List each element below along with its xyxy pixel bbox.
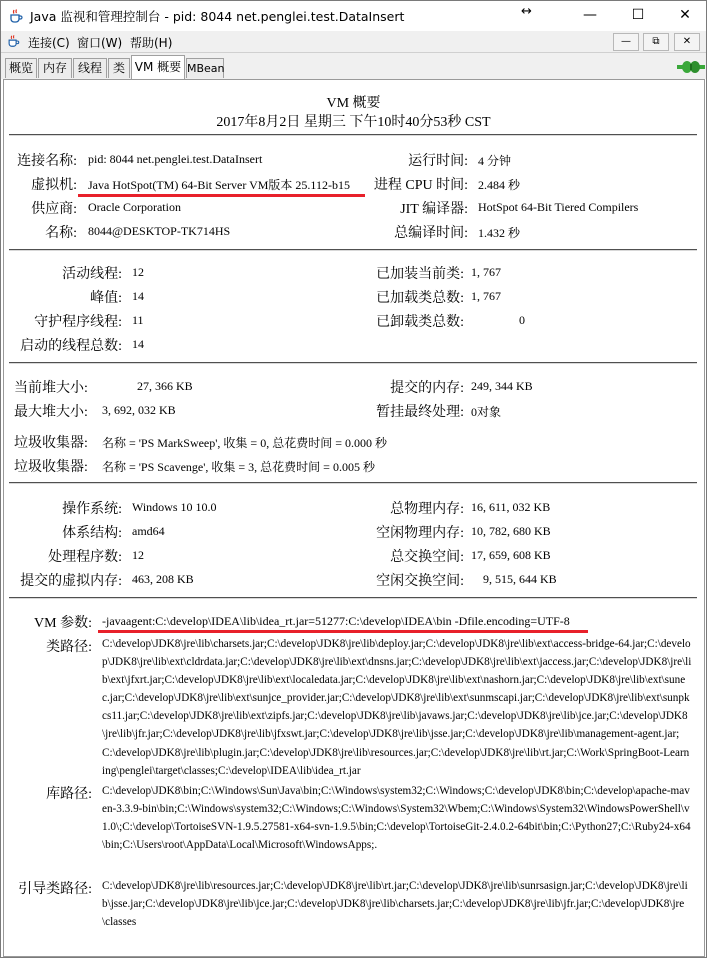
gc-label: 垃圾收集器: [14, 460, 88, 475]
free-swap-value: 9, 515, 644 KB [483, 572, 557, 586]
menu-window[interactable]: 窗口(W) [77, 36, 123, 50]
loaded-classes-value: 1, 767 [471, 265, 501, 279]
total-loaded-label: 已加载类总数: [376, 291, 464, 306]
divider [9, 597, 697, 599]
total-swap-value: 17, 659, 608 KB [471, 548, 551, 562]
menu-connection[interactable]: 连接(C) [28, 36, 70, 50]
pending-finalization-label: 暂挂最终处理: [376, 405, 464, 420]
max-heap-value: 3, 692, 032 KB [102, 403, 176, 417]
live-threads-value: 12 [132, 265, 144, 279]
gc-scavenge-value: 名称 = 'PS Scavenge', 收集 = 3, 总花费时间 = 0.005 秒 [102, 460, 375, 474]
menu-bar [1, 31, 706, 53]
close-button[interactable]: ✕ [679, 7, 691, 23]
total-physical-label: 总物理内存: [390, 502, 464, 517]
daemon-threads-label: 守护程序线程: [34, 315, 122, 330]
free-swap-label: 空闲交换空间: [376, 574, 464, 589]
started-threads-label: 启动的线程总数: [20, 339, 122, 354]
total-physical-value: 16, 611, 032 KB [471, 500, 551, 514]
os-label: 操作系统: [62, 502, 122, 517]
daemon-threads-value: 11 [132, 313, 144, 327]
java-coffee-icon [6, 34, 21, 48]
mdi-close-button[interactable]: ✕ [674, 33, 700, 51]
connection-status-icon [677, 60, 705, 74]
free-physical-value: 10, 782, 680 KB [471, 524, 551, 538]
minimize-button[interactable]: — [583, 7, 597, 23]
mdi-minimize-button[interactable]: — [613, 33, 639, 51]
maximize-button[interactable]: ☐ [631, 7, 645, 23]
total-loaded-value: 1, 767 [471, 289, 501, 303]
processors-label: 处理程序数: [48, 550, 122, 565]
vendor-label: 供应商: [31, 202, 77, 217]
vm-highlight-underline [78, 194, 365, 197]
vendor-value: Oracle Corporation [88, 200, 181, 214]
divider [9, 249, 697, 251]
vm-args-value: -javaagent:C:\develop\IDEA\lib\idea_rt.jar=51277:C:\develop\IDEA\bin -Dfile.encoding=UTF-8 [102, 614, 570, 628]
peak-threads-label: 峰值: [90, 291, 122, 306]
total-compile-value: 1.432 秒 [478, 226, 521, 240]
live-threads-label: 活动线程: [62, 267, 122, 282]
divider [9, 134, 697, 136]
divider [9, 482, 697, 484]
architecture-value: amd64 [132, 524, 165, 538]
gc-label: 垃圾收集器: [14, 436, 88, 451]
jit-compiler-label: JIT 编译器: [400, 202, 468, 217]
classpath-label: 类路径: [46, 640, 92, 655]
unloaded-classes-label: 已卸载类总数: [376, 315, 464, 330]
started-threads-value: 14 [132, 337, 144, 351]
jit-compiler-value: HotSpot 64-Bit Tiered Compilers [478, 200, 639, 214]
library-path-value: C:\develop\JDK8\bin;C:\Windows\Sun\Java\bin;C:\Windows\system32;C:\Windows;C:\develop\JDK8\bin;C:\develop\apache-maven-3.3.9-bin\bin;C:\Windows\system32;C:\Windows;C:\Windows\System32\Wbem;C:\Windows\System32\WindowsPowerShell\v1.0\;C:\develop\TortoiseSVN-1.9.5.27581-x64-svn-1.9.5\bin;C:\develop\TortoiseGit-2.4.0.2-64bit\bin;C:\Python27;C:\Ruby24-x64\bin;C:\Users\root\AppData\Local\Microsoft\WindowsApps;. [102, 785, 691, 852]
window-title: Java 监视和管理控制台 - pid: 8044 net.penglei.test.DataInsert [30, 9, 405, 24]
tab-classes[interactable]: 类 [108, 58, 130, 78]
title-bar [1, 1, 706, 30]
tab-mbean[interactable]: MBean [186, 58, 224, 78]
unloaded-classes-value: 0 [519, 313, 525, 327]
committed-vmem-value: 463, 208 KB [132, 572, 194, 586]
total-compile-label: 总编译时间: [394, 226, 468, 241]
summary-title: VM 概要 [326, 96, 381, 111]
process-cpu-value: 2.484 秒 [478, 178, 521, 192]
current-heap-label: 当前堆大小: [14, 381, 88, 396]
free-physical-label: 空闲物理内存: [376, 526, 464, 541]
boot-classpath-value: C:\develop\JDK8\jre\lib\resources.jar;C:\develop\JDK8\jre\lib\rt.jar;C:\develop\JDK8\jre\lib\sunrsasign.jar;C:\develop\JDK8\jre\lib\jsse.jar;C:\develop\JDK8\jre\lib\jce.jar;C:\develop\JDK8\jre\lib\charsets.jar;C:\develop\JDK8\jre\lib\jfr.jar;C:\develop\JDK8\jre\classes [102, 880, 688, 929]
gc-marksweep-value: 名称 = 'PS MarkSweep', 收集 = 0, 总花费时间 = 0.000 秒 [102, 436, 387, 450]
tab-bar [1, 53, 706, 79]
processors-value: 12 [132, 548, 144, 562]
process-cpu-label: 进程 CPU 时间: [373, 178, 468, 193]
java-coffee-icon [8, 8, 24, 24]
committed-memory-value: 249, 344 KB [471, 379, 533, 393]
tab-overview[interactable]: 概览 [5, 58, 37, 78]
vm-value: Java HotSpot(TM) 64-Bit Server VM版本 25.112-b15 [88, 178, 350, 192]
total-swap-label: 总交换空间: [390, 550, 464, 565]
tab-memory[interactable]: 内存 [38, 58, 72, 78]
vm-args-highlight-underline [98, 630, 588, 633]
summary-date: 2017年8月2日 星期三 下午10时40分53秒 CST [216, 115, 491, 130]
vm-label: 虚拟机: [31, 178, 77, 193]
committed-vmem-label: 提交的虚拟内存: [20, 574, 122, 589]
uptime-value: 4 分钟 [478, 154, 512, 168]
library-path-label: 库路径: [46, 787, 92, 802]
boot-classpath-label: 引导类路径: [18, 882, 92, 897]
max-heap-label: 最大堆大小: [14, 405, 88, 420]
divider [9, 362, 697, 364]
architecture-label: 体系结构: [62, 526, 122, 541]
resize-arrows-icon: ↔ [521, 4, 532, 19]
uptime-label: 运行时间: [408, 154, 468, 169]
current-heap-value: 27, 366 KB [137, 379, 193, 393]
os-value: Windows 10 10.0 [132, 500, 217, 514]
tab-vm-summary[interactable]: VM 概要 [131, 55, 185, 79]
peak-threads-value: 14 [132, 289, 144, 303]
connection-name-label: 连接名称: [17, 154, 77, 169]
classpath-value: C:\develop\JDK8\jre\lib\charsets.jar;C:\develop\JDK8\jre\lib\deploy.jar;C:\develop\JDK8\jre\lib\ext\access-bridge-64.jar;C:\develop\JDK8\jre\lib\ext\cldrdata.jar;C:\develop\JDK8\jre\lib\ext\dnsns.jar;C:\develop\JDK8\jre\lib\ext\jaccess.jar;C:\develop\JDK8\jre\lib\ext\jfxrt.jar;C:\develop\JDK8\jre\lib\ext\localedata.jar;C:\develop\JDK8\jre\lib\ext\nashorn.jar;C:\develop\JDK8\jre\lib\ext\sunec.jar;C:\develop\JDK8\jre\lib\ext\sunjce_provider.jar;C:\develop\JDK8\jre\lib\ext\sunmscapi.jar;C:\develop\JDK8\jre\lib\ext\sunpkcs11.jar;C:\develop\JDK8\jre\lib\ext\zipfs.jar;C:\develop\JDK8\jre\lib\javaws.jar;C:\develop\JDK8\jre\lib\jce.jar;C:\develop\JDK8\jre\lib\jfr.jar;C:\develop\JDK8\jre\lib\jfxswt.jar;C:\develop\JDK8\jre\lib\jsse.jar;C:\develop\JDK8\jre\lib\management-agent.jar;C:\develop\JDK8\jre\lib\plugin.jar;C:\develop\JDK8\jre\lib\resources.jar;C:\develop\JDK8\jre\lib\rt.jar;C:\Work\SpringBoot-Learning\penglei\target\classes;C:\develop\IDEA\lib\idea_rt.jar [102, 638, 692, 777]
name-value: 8044@DESKTOP-TK714HS [88, 224, 231, 238]
tab-threads[interactable]: 线程 [73, 58, 107, 78]
mdi-restore-button[interactable]: ⧉ [643, 33, 669, 51]
committed-memory-label: 提交的内存: [390, 381, 464, 396]
menu-help[interactable]: 帮助(H) [130, 36, 173, 50]
connection-name-value: pid: 8044 net.penglei.test.DataInsert [88, 152, 263, 166]
loaded-classes-label: 已加装当前类: [376, 267, 464, 282]
name-label: 名称: [45, 226, 77, 241]
pending-finalization-value: 0对象 [471, 405, 502, 419]
vm-args-label: VM 参数: [34, 616, 92, 631]
